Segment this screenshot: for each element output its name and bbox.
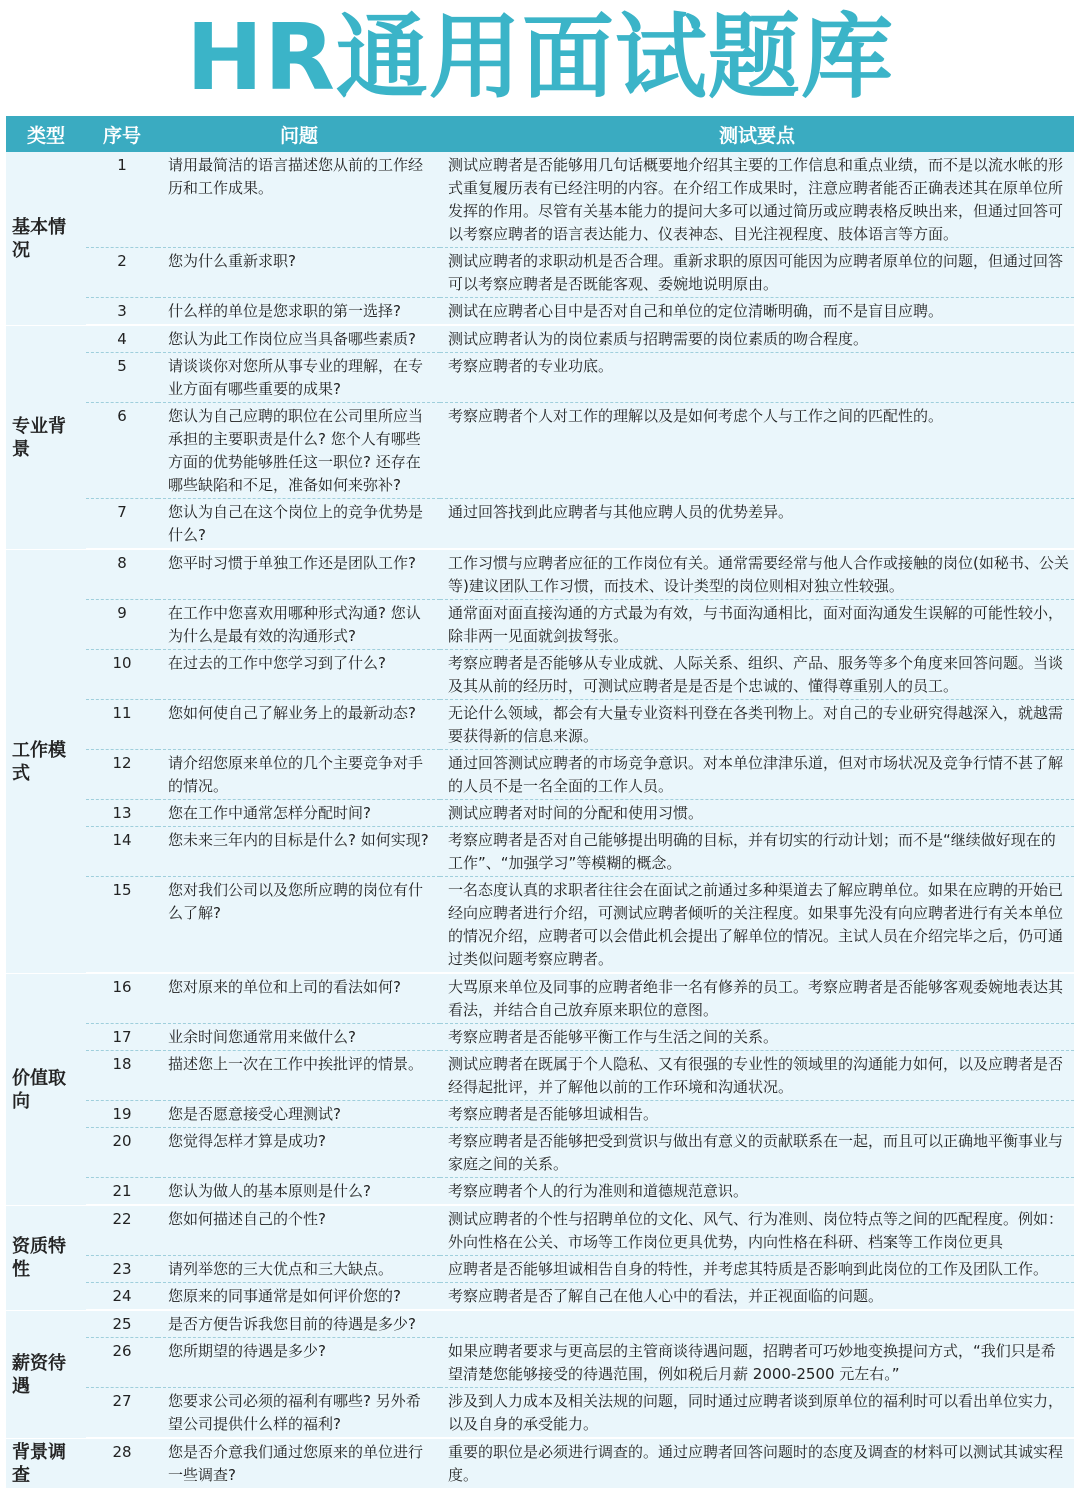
question-number: 9 <box>86 600 158 650</box>
question-number: 18 <box>86 1051 158 1101</box>
question-text: 请介绍您原来单位的几个主要竞争对手的情况。 <box>158 750 440 800</box>
question-number: 10 <box>86 650 158 700</box>
table-row <box>6 877 1074 974</box>
table-row <box>6 1256 1074 1283</box>
question-text: 您平时习惯于单独工作还是团队工作? <box>158 549 440 600</box>
question-number: 6 <box>86 403 158 499</box>
question-text: 请列举您的三大优点和三大缺点。 <box>158 1256 440 1283</box>
question-text: 您在工作中通常怎样分配时间? <box>158 800 440 827</box>
test-points-text: 测试应聘者对时间的分配和使用习惯。 <box>440 800 1074 827</box>
question-text: 什么样的单位是您求职的第一选择? <box>158 298 440 326</box>
category-label: 薪资待遇 <box>6 1310 86 1438</box>
question-table <box>6 116 1074 1490</box>
question-number: 7 <box>86 499 158 550</box>
question-text: 您所期望的待遇是多少? <box>158 1338 440 1388</box>
question-number: 26 <box>86 1338 158 1388</box>
test-points-text: 通过回答找到此应聘者与其他应聘人员的优势差异。 <box>440 499 1074 550</box>
table-row <box>6 298 1074 326</box>
question-number: 1 <box>86 152 158 248</box>
table-row <box>6 600 1074 650</box>
question-text: 是否方便告诉我您目前的待遇是多少? <box>158 1310 440 1338</box>
test-points-text: 考察应聘者是否能够平衡工作与生活之间的关系。 <box>440 1024 1074 1051</box>
table-row <box>6 403 1074 499</box>
question-text: 您如何描述自己的个性? <box>158 1205 440 1256</box>
test-points-text: 无论什么领域，都会有大量专业资料刊登在各类刊物上。对自己的专业研究得越深入，就越需要获得新的信息来源。 <box>440 700 1074 750</box>
category-label: 背景调查 <box>6 1438 86 1489</box>
test-points-text: 测试应聘者的求职动机是否合理。重新求职的原因可能因为应聘者原单位的问题，但通过回答可以考察应聘者是否既能客观、委婉地说明原由。 <box>440 248 1074 298</box>
question-text: 在过去的工作中您学习到了什么? <box>158 650 440 700</box>
question-number: 17 <box>86 1024 158 1051</box>
question-text: 您未来三年内的目标是什么? 如何实现? <box>158 827 440 877</box>
question-number: 27 <box>86 1388 158 1439</box>
question-text: 您是否愿意接受心理测试? <box>158 1101 440 1128</box>
test-points-text <box>440 1310 1074 1338</box>
question-number: 11 <box>86 700 158 750</box>
question-number: 25 <box>86 1310 158 1338</box>
table-row <box>6 1438 1074 1489</box>
table-row <box>6 1024 1074 1051</box>
table-header-row <box>6 116 1074 152</box>
question-number: 8 <box>86 549 158 600</box>
test-points-text: 测试在应聘者心目中是否对自己和单位的定位清晰明确，而不是盲目应聘。 <box>440 298 1074 326</box>
header-type: 类型 <box>6 116 86 152</box>
table-row <box>6 1051 1074 1101</box>
question-text: 您对我们公司以及您所应聘的岗位有什么了解? <box>158 877 440 974</box>
question-text: 请谈谈你对您所从事专业的理解，在专业方面有哪些重要的成果? <box>158 353 440 403</box>
question-number: 5 <box>86 353 158 403</box>
table-row <box>6 827 1074 877</box>
table-row <box>6 1128 1074 1178</box>
test-points-text: 测试应聘者是否能够用几句话概要地介绍其主要的工作信息和重点业绩，而不是以流水帐的形式重复履历表有已经注明的内容。在介绍工作成果时，注意应聘者能否正确表述其在原单位所发挥的作用。尽管有关基本能力的提问大多可以通过简历或应聘表格反映出来，但通过回答可以考察应聘者的语言表达能力、仪表神态、目光注视程度、肢体语言等方面。 <box>440 152 1074 248</box>
test-points-text: 测试应聘者认为的岗位素质与招聘需要的岗位素质的吻合程度。 <box>440 325 1074 353</box>
header-points: 测试要点 <box>440 116 1074 152</box>
test-points-text: 测试应聘者在既属于个人隐私、又有很强的专业性的领域里的沟通能力如何，以及应聘者是否经得起批评，并了解他以前的工作环境和沟通状况。 <box>440 1051 1074 1101</box>
question-number: 12 <box>86 750 158 800</box>
table-row <box>6 1310 1074 1338</box>
test-points-text: 考察应聘者是否能够从专业成就、人际关系、组织、产品、服务等多个角度来回答问题。当谈及其从前的经历时，可测试应聘者是是否是个忠诚的、懂得尊重别人的员工。 <box>440 650 1074 700</box>
test-points-text: 应聘者是否能够坦诚相告自身的特性，并考虑其特质是否影响到此岗位的工作及团队工作。 <box>440 1256 1074 1283</box>
test-points-text: 大骂原来单位及同事的应聘者绝非一名有修养的员工。考察应聘者是否能够客观委婉地表达其看法，并结合自己放弃原来职位的意图。 <box>440 973 1074 1024</box>
category-label: 专业背景 <box>6 325 86 549</box>
table-row <box>6 353 1074 403</box>
test-points-text: 通常面对面直接沟通的方式最为有效，与书面沟通相比，面对面沟通发生误解的可能性较小，除非两一见面就剑拔弩张。 <box>440 600 1074 650</box>
category-label: 资质特性 <box>6 1205 86 1310</box>
table-row <box>6 248 1074 298</box>
table-row <box>6 1178 1074 1206</box>
table-row <box>6 650 1074 700</box>
table-row <box>6 1283 1074 1311</box>
test-points-text: 工作习惯与应聘者应征的工作岗位有关。通常需要经常与他人合作或接触的岗位(如秘书、公关等)建议团队工作习惯，而技术、设计类型的岗位则相对独立性较强。 <box>440 549 1074 600</box>
category-label: 价值取向 <box>6 973 86 1205</box>
question-number: 16 <box>86 973 158 1024</box>
table-row <box>6 800 1074 827</box>
test-points-text: 重要的职位是必须进行调查的。通过应聘者回答问题时的态度及调查的材料可以测试其诚实程度。 <box>440 1438 1074 1489</box>
question-text: 您认为做人的基本原则是什么? <box>158 1178 440 1206</box>
category-label: 工作模式 <box>6 549 86 973</box>
test-points-text: 考察应聘者个人的行为准则和道德规范意识。 <box>440 1178 1074 1206</box>
test-points-text: 测试应聘者的个性与招聘单位的文化、风气、行为准则、岗位特点等之间的匹配程度。例如：外向性格在公关、市场等工作岗位更具优势，内向性格在科研、档案等工作岗位更具 <box>440 1205 1074 1256</box>
question-text: 您如何使自己了解业务上的最新动态? <box>158 700 440 750</box>
table-row <box>6 499 1074 550</box>
test-points-text: 如果应聘者要求与更高层的主管商谈待遇问题，招聘者可巧妙地变换提问方式，“我们只是希望清楚您能够接受的待遇范围，例如税后月薪 2000-2500 元左右。” <box>440 1338 1074 1388</box>
test-points-text: 考察应聘者是否能够坦诚相告。 <box>440 1101 1074 1128</box>
question-number: 28 <box>86 1438 158 1489</box>
question-number: 4 <box>86 325 158 353</box>
question-text: 请用最简洁的语言描述您从前的工作经历和工作成果。 <box>158 152 440 248</box>
category-label: 基本情况 <box>6 152 86 325</box>
table-row <box>6 152 1074 248</box>
question-text: 在工作中您喜欢用哪种形式沟通? 您认为什么是最有效的沟通形式? <box>158 600 440 650</box>
question-text: 您为什么重新求职? <box>158 248 440 298</box>
table-row <box>6 549 1074 600</box>
question-number: 21 <box>86 1178 158 1206</box>
page-title: HR通用面试题库 <box>186 4 894 111</box>
test-points-text: 考察应聘者是否对自己能够提出明确的目标，并有切实的行动计划；而不是“继续做好现在的工作”、“加强学习”等模糊的概念。 <box>440 827 1074 877</box>
table-row <box>6 700 1074 750</box>
question-number: 24 <box>86 1283 158 1311</box>
question-number: 2 <box>86 248 158 298</box>
test-points-text: 一名态度认真的求职者往往会在面试之前通过多种渠道去了解应聘单位。如果在应聘的开始已经向应聘者进行介绍，可测试应聘者倾听的关注程度。如果事先没有向应聘者进行有关本单位的情况介绍，应聘者可以会借此机会提出了解单位的情况。主试人员在介绍完毕之后，仍可通过类似问题考察应聘者。 <box>440 877 1074 974</box>
question-text: 您原来的同事通常是如何评价您的? <box>158 1283 440 1311</box>
question-number: 3 <box>86 298 158 326</box>
question-number: 14 <box>86 827 158 877</box>
header-num: 序号 <box>86 116 158 152</box>
question-number: 20 <box>86 1128 158 1178</box>
question-number: 19 <box>86 1101 158 1128</box>
test-points-text: 考察应聘者是否能够把受到赏识与做出有意义的贡献联系在一起，而且可以正确地平衡事业与家庭之间的关系。 <box>440 1128 1074 1178</box>
test-points-text: 考察应聘者个人对工作的理解以及是如何考虑个人与工作之间的匹配性的。 <box>440 403 1074 499</box>
test-points-text: 考察应聘者的专业功底。 <box>440 353 1074 403</box>
question-number: 22 <box>86 1205 158 1256</box>
test-points-text: 通过回答测试应聘者的市场竞争意识。对本单位津津乐道，但对市场状况及竞争行情不甚了解的人员不是一名全面的工作人员。 <box>440 750 1074 800</box>
question-text: 您要求公司必须的福利有哪些? 另外希望公司提供什么样的福利? <box>158 1388 440 1439</box>
question-text: 您觉得怎样才算是成功? <box>158 1128 440 1178</box>
question-number: 23 <box>86 1256 158 1283</box>
question-text: 您对原来的单位和上司的看法如何? <box>158 973 440 1024</box>
question-text: 您认为自己应聘的职位在公司里所应当承担的主要职责是什么? 您个人有哪些方面的优势能够胜任这一职位? 还存在哪些缺陷和不足，准备如何来弥补? <box>158 403 440 499</box>
question-number: 15 <box>86 877 158 974</box>
header-question: 问题 <box>158 116 440 152</box>
question-text: 业余时间您通常用来做什么? <box>158 1024 440 1051</box>
question-text: 您是否介意我们通过您原来的单位进行一些调查? <box>158 1438 440 1489</box>
title-banner <box>0 0 1080 116</box>
table-body <box>6 152 1074 1489</box>
table-row <box>6 1205 1074 1256</box>
question-text: 描述您上一次在工作中挨批评的情景。 <box>158 1051 440 1101</box>
table-row <box>6 1101 1074 1128</box>
question-text: 您认为此工作岗位应当具备哪些素质? <box>158 325 440 353</box>
table-row <box>6 1388 1074 1439</box>
test-points-text: 考察应聘者是否了解自己在他人心中的看法，并正视面临的问题。 <box>440 1283 1074 1311</box>
table-row <box>6 1338 1074 1388</box>
question-text: 您认为自己在这个岗位上的竞争优势是什么? <box>158 499 440 550</box>
test-points-text: 涉及到人力成本及相关法规的问题，同时通过应聘者谈到原单位的福利时可以看出单位实力，以及自身的承受能力。 <box>440 1388 1074 1439</box>
table-row <box>6 973 1074 1024</box>
question-number: 13 <box>86 800 158 827</box>
table-row <box>6 325 1074 353</box>
table-row <box>6 750 1074 800</box>
